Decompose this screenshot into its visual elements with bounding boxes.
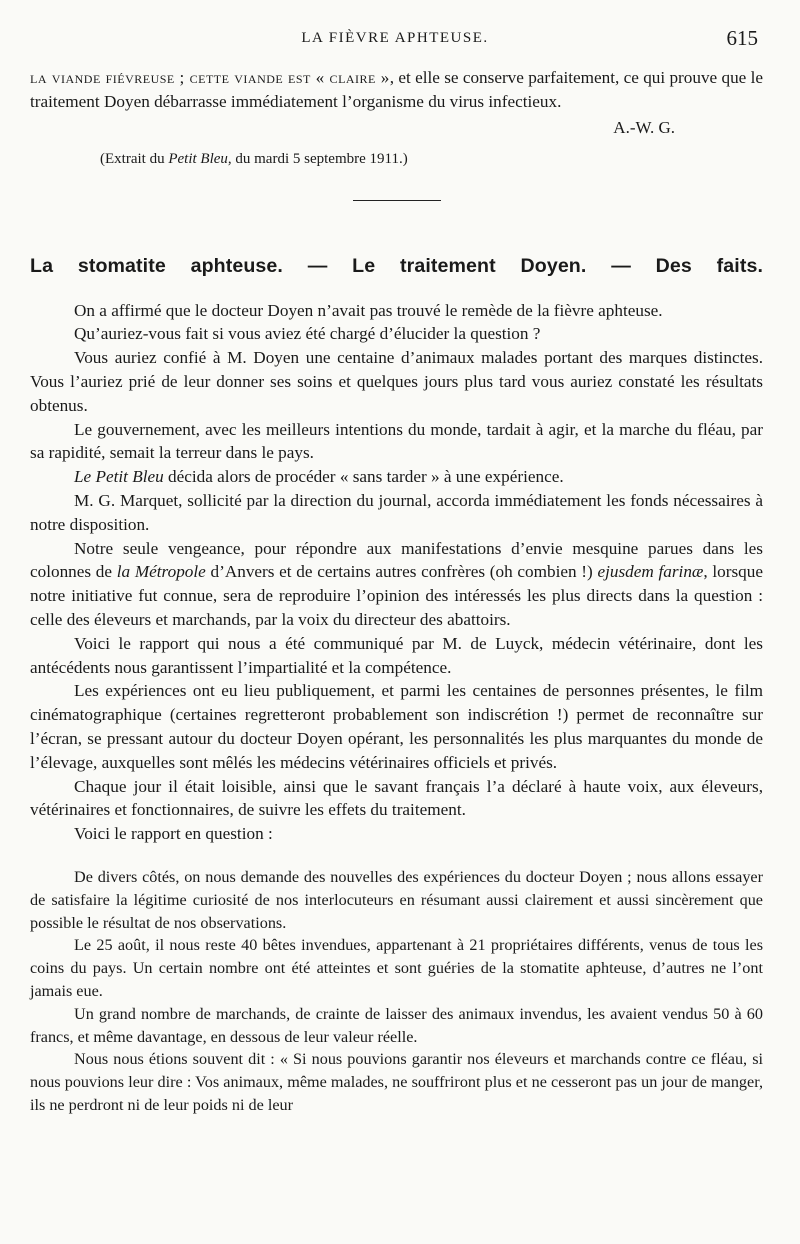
body-paragraph [30, 537, 763, 632]
page-content [30, 66, 763, 1117]
body-paragraph: Voici le rapport en question : [74, 824, 273, 844]
opening-paragraph [30, 66, 763, 114]
running-head [0, 26, 800, 56]
source-post: , du mardi 5 septembre 1911.) [227, 150, 408, 167]
body-text: décida alors de procéder « sans tarder » à une expérience. [163, 467, 564, 487]
report-paragraph: De divers côtés, on nous demande des nouvelles des expériences du docteur Doyen ; nous allons essayer de satisfaire la légitime curiosité de nos interlocuteurs en résumant aussi clairement et aussi sincèrement que possible le résultat de nos observations. [30, 867, 763, 932]
opening-rest: , et elle se conserve parfaitement, ce qui prouve que le traitement Doyen débarrasse immédiatement l’organisme du virus infectieux. [30, 68, 763, 111]
page-number: 615 [726, 26, 758, 50]
body-italic: la Métropole [116, 562, 206, 582]
quoted-report [30, 866, 763, 1117]
body-paragraph: Qu’auriez-vous fait si vous aviez été chargé d’élucider la question ? [74, 324, 541, 344]
running-title: LA FIÈVRE APHTEUSE. [301, 30, 489, 46]
body-italic: ejusdem farinæ [597, 562, 704, 582]
source-pre: (Extrait du [100, 150, 169, 167]
source-note [30, 148, 763, 170]
section-divider [353, 200, 441, 201]
body-paragraph: Vous auriez confié à M. Doyen une centaine d’animaux malades portant des marques distinctes. Vous l’auriez prié de leur donner ses soins et quelques jours plus tard vous auriez constaté les résultats obtenus. [30, 348, 763, 415]
body-text: , lorsque notre initiative fut connue, sera de reproduire l’opinion des intéressés les plus directs dans la question : celle des éleveurs et marchands, par la voix du directeur des abattoirs. [30, 562, 763, 629]
report-paragraph: Un grand nombre de marchands, de crainte de laisser des animaux invendus, les avaient vendus 50 à 60 francs, et même davantage, en dessous de leur valeur réelle. [30, 1004, 763, 1046]
report-paragraph: Nous nous étions souvent dit : « Si nous pouvions garantir nos éleveurs et marchands contre ce fléau, si nous pouvions leur dire : Vos animaux, même malades, ne souffriront plus et ne cesseront pas un jour de manger, ils ne perdront ni de leur poids ni de leur [30, 1050, 763, 1114]
body-paragraph: On a affirmé que le docteur Doyen n’avait pas trouvé le remède de la fièvre aphteuse. [74, 300, 663, 320]
body-paragraph: M. G. Marquet, sollicité par la direction du journal, accorda immédiatement les fonds nécessaires à notre disposition. [30, 490, 763, 534]
body-paragraph: Le gouvernement, avec les meilleurs intentions du monde, tardait à agir, et la marche du fléau, par sa rapidité, semait la terreur dans le pays. [30, 419, 763, 463]
opening-small-caps: la viande fiévreuse ; cette viande est « claire » [30, 68, 390, 87]
article-body [30, 299, 763, 846]
body-paragraph: Voici le rapport qui nous a été communiqué par M. de Luyck, médecin vétérinaire, dont les antécédents nous garantissent l’impartialité et la compétence. [30, 633, 763, 677]
signature: A.-W. G. [613, 117, 675, 137]
body-paragraph: Les expériences ont eu lieu publiquement, et parmi les centaines de personnes présentes, le film cinématographique (certaines regretteront probablement son indiscrétion !) permet de reconnaître sur l’écran, se pressant autour du docteur Doyen opérant, les personnalités les plus marquantes du monde de l’élevage, auxquelles sont mêlés les médecins vétérinaires officiels et privés. [30, 681, 763, 772]
body-text: d’Anvers et de certains autres confrères (oh combien !) [205, 562, 598, 582]
source-italic: Petit Bleu [168, 150, 228, 167]
report-paragraph: Le 25 août, il nous reste 40 bêtes invendues, appartenant à 21 propriétaires différents, venus de tous les coins du pays. Un certain nombre ont été atteintes et sont guéries de la stomatite aphteuse, d’autres ne l’ont jamais eue. [30, 936, 763, 1000]
body-text: Notre seule vengeance, pour répondre aux manifestations d’envie mesquine parues dans les colonnes de [30, 538, 763, 582]
body-italic: Le Petit Bleu [74, 467, 164, 487]
body-paragraph: Chaque jour il était loisible, ainsi que le savant français l’a déclaré à haute voix, aux éleveurs, vétérinaires et fonctionnaires, de suivre les effets du traitement. [30, 776, 763, 820]
body-paragraph [30, 465, 763, 489]
section-title: La stomatite aphteuse. — Le traitement Doyen. — Des faits. [30, 254, 763, 277]
